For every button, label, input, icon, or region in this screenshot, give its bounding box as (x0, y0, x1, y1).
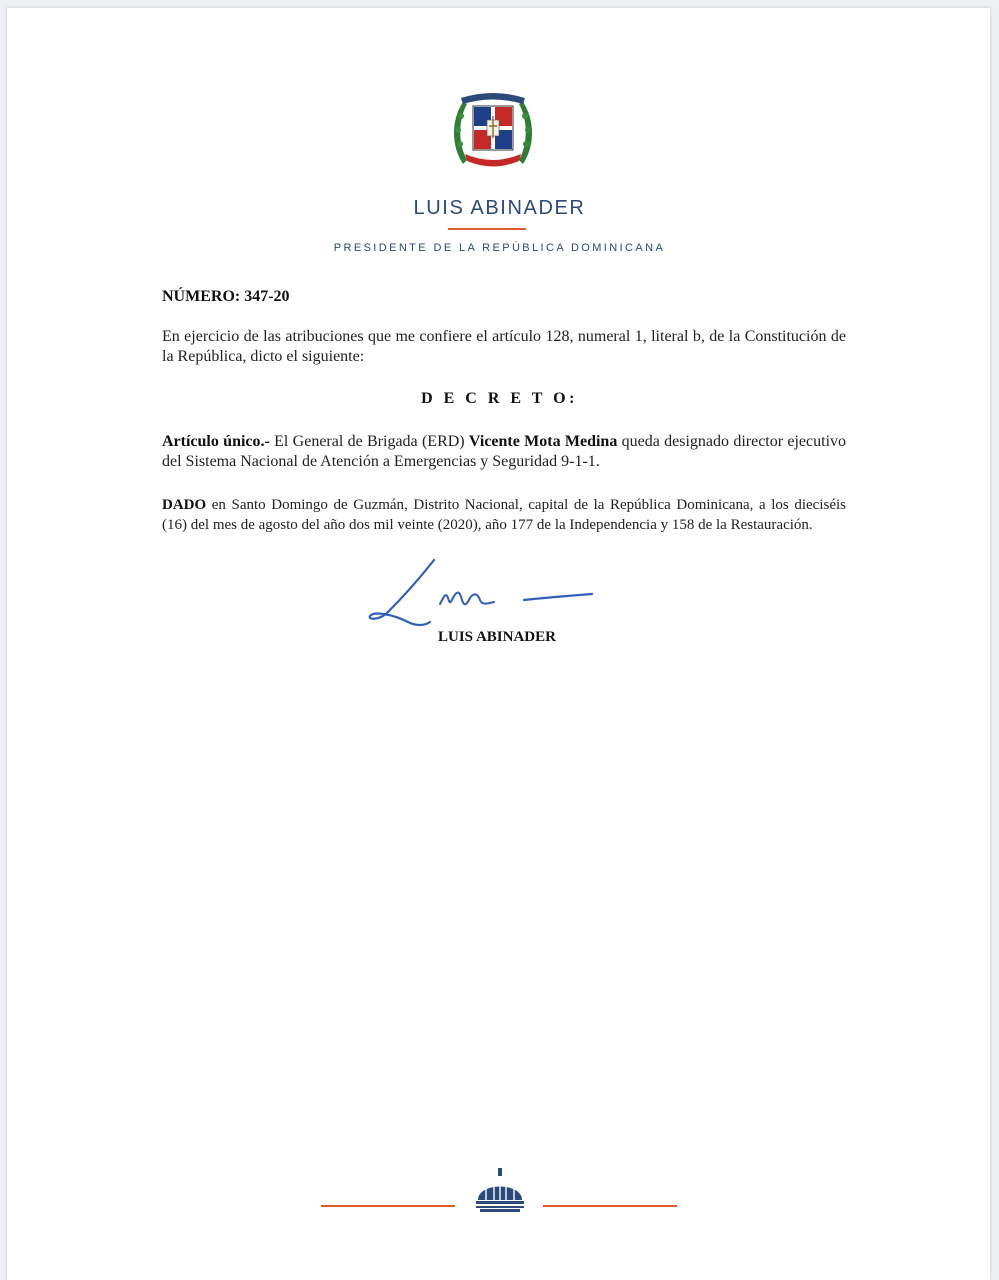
given-label: DADO (162, 497, 207, 513)
decree-heading: D E C R E T O: (421, 390, 578, 407)
president-name: LUIS ABINADER (413, 197, 586, 219)
decree-number: NÚMERO: 347-20 (162, 288, 290, 305)
given-paragraph (162, 495, 846, 535)
given-text: en Santo Domingo de Guzmán, Distrito Nacional, capital de la República Dominicana, a los dieciséis (16) del mes de agosto del año dos mil veinte (2020), año 177 de la Independencia y 158 de la Restauración. (162, 497, 846, 533)
article-paragraph (162, 432, 846, 472)
footer-rule-right (543, 1205, 677, 1207)
signature (362, 556, 598, 632)
footer-rule-left (321, 1205, 455, 1207)
appointee-name: Vicente Mota Medina (468, 433, 618, 450)
coat-of-arms-icon (449, 86, 537, 172)
palace-dome-icon (472, 1166, 528, 1216)
signer-name: LUIS ABINADER (438, 629, 556, 645)
header-rule (448, 228, 526, 230)
president-title: PRESIDENTE DE LA REPÚBLICA DOMINICANA (333, 242, 666, 254)
intro-paragraph: En ejercicio de las atribuciones que me confiere el artículo 128, numeral 1, literal b, de la Constitución de la República, dicto el siguiente: (162, 328, 846, 365)
article-text-after: queda designado director ejecutivo del Sistema Nacional de Atención a Emergencias y Seguridad 9-1-1. (162, 433, 847, 470)
article-label: Artículo único.- (162, 433, 270, 450)
article-text-before: El General de Brigada (ERD) (269, 433, 469, 450)
